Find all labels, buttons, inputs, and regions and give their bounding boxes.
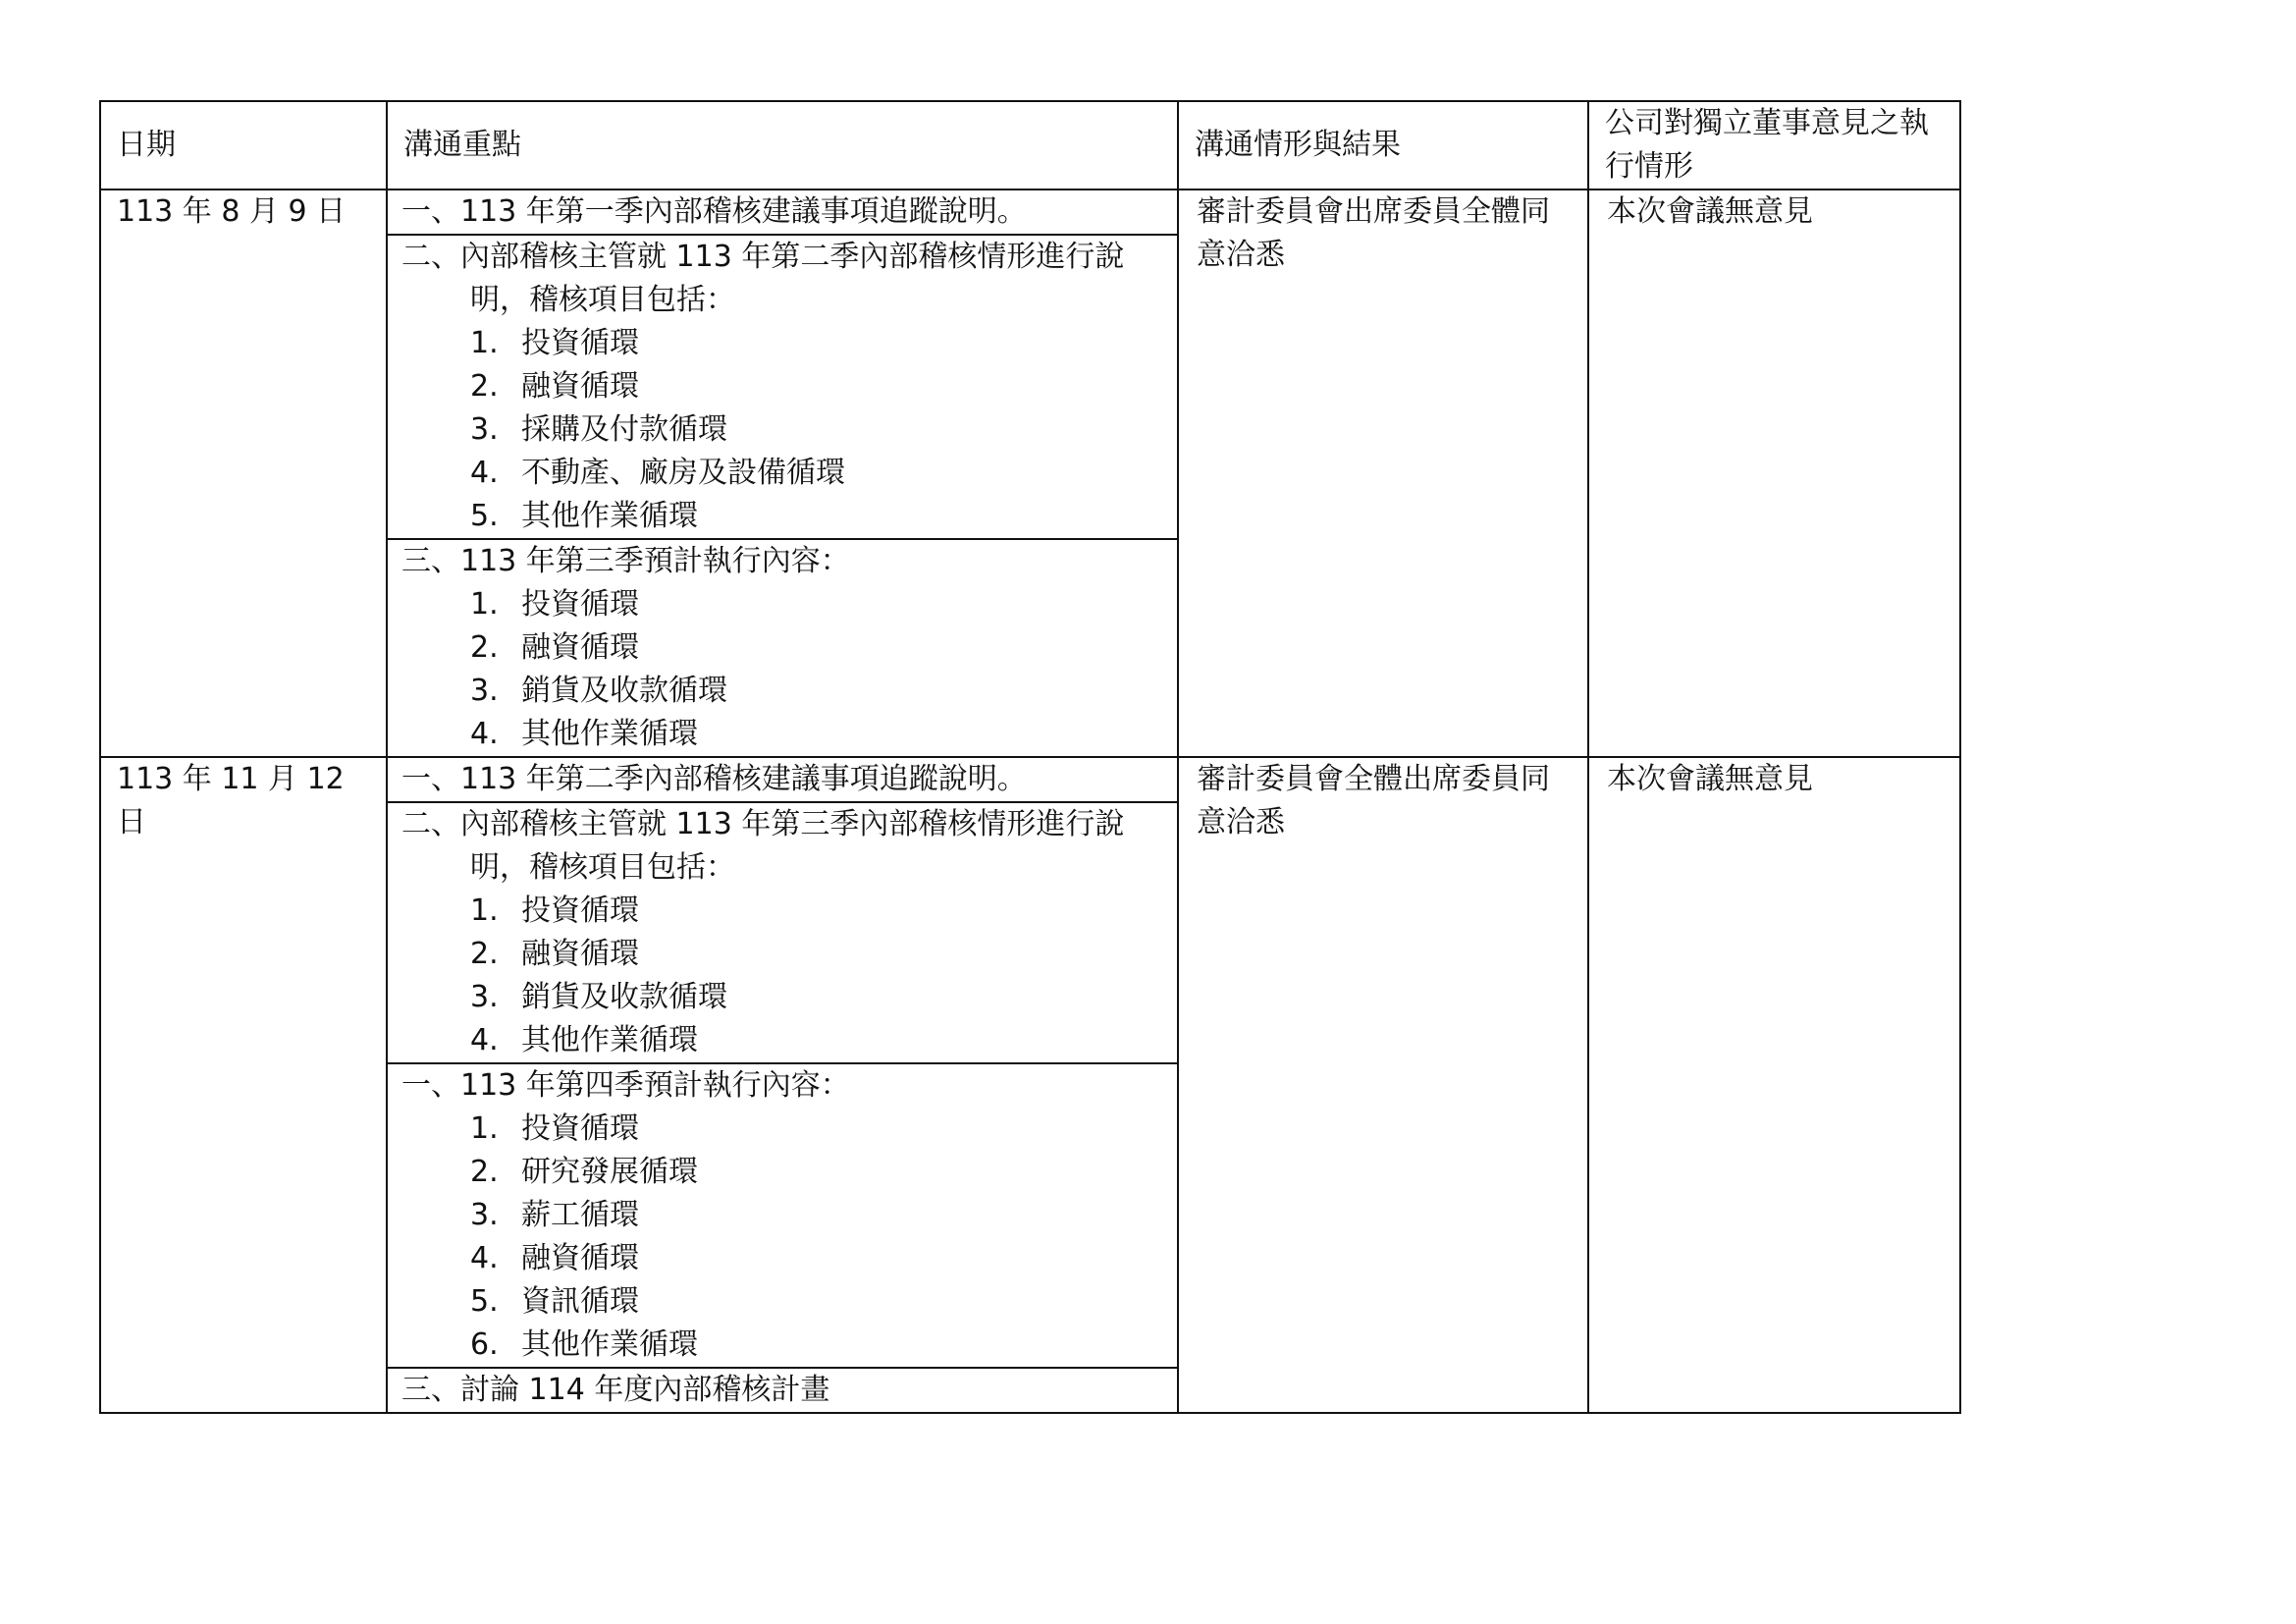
table-header-row (100, 101, 1960, 189)
point-heading: 一、113 年第二季內部稽核建議事項追蹤說明。 (401, 762, 1027, 796)
list-item (470, 365, 1161, 408)
communication-point (387, 802, 1178, 1063)
list-item-text: 銷貨及收款循環 (521, 674, 727, 708)
list-item-text: 不動產、廠房及設備循環 (521, 456, 845, 490)
header-date: 日期 (100, 101, 387, 189)
list-item-text: 資訊循環 (521, 1284, 639, 1319)
opinion-execution: 本次會議無意見 (1588, 757, 1960, 1413)
list-item-text: 投資循環 (521, 326, 639, 360)
list-item (470, 1194, 1161, 1237)
list-item-number: 4. (470, 1241, 499, 1275)
point-heading: 三、討論 114 年度內部稽核計畫 (401, 1373, 830, 1407)
list-item-number: 1. (470, 1111, 499, 1146)
list-item (470, 408, 1161, 452)
list-item-text: 融資循環 (521, 1241, 639, 1275)
meeting-date: 113 年 8 月 9 日 (100, 189, 387, 757)
list-item-text: 研究發展循環 (521, 1155, 698, 1189)
header-communication-result: 溝通情形與結果 (1178, 101, 1588, 189)
list-item-number: 5. (470, 499, 499, 533)
opinion-execution: 本次會議無意見 (1588, 189, 1960, 757)
point-heading: 二、內部稽核主管就 113 年第二季內部稽核情形進行說明，稽核項目包括： (401, 240, 1125, 317)
list-item (470, 1280, 1161, 1324)
list-item (470, 670, 1161, 713)
audit-item-list (401, 890, 1161, 1062)
meeting-date: 113 年 11 月 12 日 (100, 757, 387, 1413)
communication-point (387, 1368, 1178, 1413)
list-item-text: 投資循環 (521, 587, 639, 622)
point-heading: 一、113 年第一季內部稽核建議事項追蹤說明。 (401, 194, 1027, 229)
list-item-number: 4. (470, 717, 499, 751)
communication-point (387, 235, 1178, 539)
list-item-text: 融資循環 (521, 630, 639, 665)
list-item-number: 2. (470, 369, 499, 404)
list-item-text: 銷貨及收款循環 (521, 980, 727, 1014)
list-item-number: 3. (470, 980, 499, 1014)
point-heading: 一、113 年第四季預計執行內容： (401, 1068, 850, 1103)
list-item-number: 1. (470, 587, 499, 622)
list-item (470, 626, 1161, 670)
list-item-text: 投資循環 (521, 1111, 639, 1146)
list-item (470, 1237, 1161, 1280)
list-item-number: 2. (470, 1155, 499, 1189)
list-item-text: 薪工循環 (521, 1198, 639, 1232)
list-item-number: 3. (470, 1198, 499, 1232)
table-row (100, 189, 1960, 235)
list-item-text: 其他作業循環 (521, 1023, 698, 1057)
list-item-number: 3. (470, 412, 499, 447)
list-item-number: 5. (470, 1284, 499, 1319)
communication-point (387, 1063, 1178, 1368)
list-item (470, 1019, 1161, 1062)
list-item-number: 3. (470, 674, 499, 708)
list-item-number: 6. (470, 1327, 499, 1362)
list-item-number: 1. (470, 893, 499, 928)
list-item (470, 495, 1161, 538)
list-item-text: 融資循環 (521, 937, 639, 971)
list-item-number: 2. (470, 937, 499, 971)
list-item-text: 其他作業循環 (521, 1327, 698, 1362)
list-item (470, 322, 1161, 365)
communication-point (387, 757, 1178, 802)
list-item (470, 933, 1161, 976)
communication-result: 審計委員會全體出席委員同意洽悉 (1178, 757, 1588, 1413)
table-row (100, 757, 1960, 802)
list-item-number: 2. (470, 630, 499, 665)
list-item-number: 4. (470, 456, 499, 490)
list-item-text: 投資循環 (521, 893, 639, 928)
list-item-text: 採購及付款循環 (521, 412, 727, 447)
audit-item-list (401, 1108, 1161, 1367)
communication-point (387, 189, 1178, 235)
audit-item-list (401, 322, 1161, 538)
list-item-text: 其他作業循環 (521, 499, 698, 533)
list-item-text: 其他作業循環 (521, 717, 698, 751)
header-director-opinion-execution: 公司對獨立董事意見之執行情形 (1588, 101, 1960, 189)
audit-item-list (401, 583, 1161, 756)
list-item (470, 976, 1161, 1019)
list-item (470, 1324, 1161, 1367)
table-body (100, 189, 1960, 1413)
list-item-text: 融資循環 (521, 369, 639, 404)
point-heading: 三、113 年第三季預計執行內容： (401, 544, 850, 578)
list-item (470, 583, 1161, 626)
point-heading: 二、內部稽核主管就 113 年第三季內部稽核情形進行說明，稽核項目包括： (401, 807, 1125, 885)
list-item (470, 1151, 1161, 1194)
header-communication-points: 溝通重點 (387, 101, 1178, 189)
list-item (470, 713, 1161, 756)
list-item (470, 1108, 1161, 1151)
list-item (470, 452, 1161, 495)
audit-communication-table (99, 100, 1961, 1414)
list-item (470, 890, 1161, 933)
communication-point (387, 539, 1178, 757)
list-item-number: 4. (470, 1023, 499, 1057)
communication-result: 審計委員會出席委員全體同意洽悉 (1178, 189, 1588, 757)
list-item-number: 1. (470, 326, 499, 360)
